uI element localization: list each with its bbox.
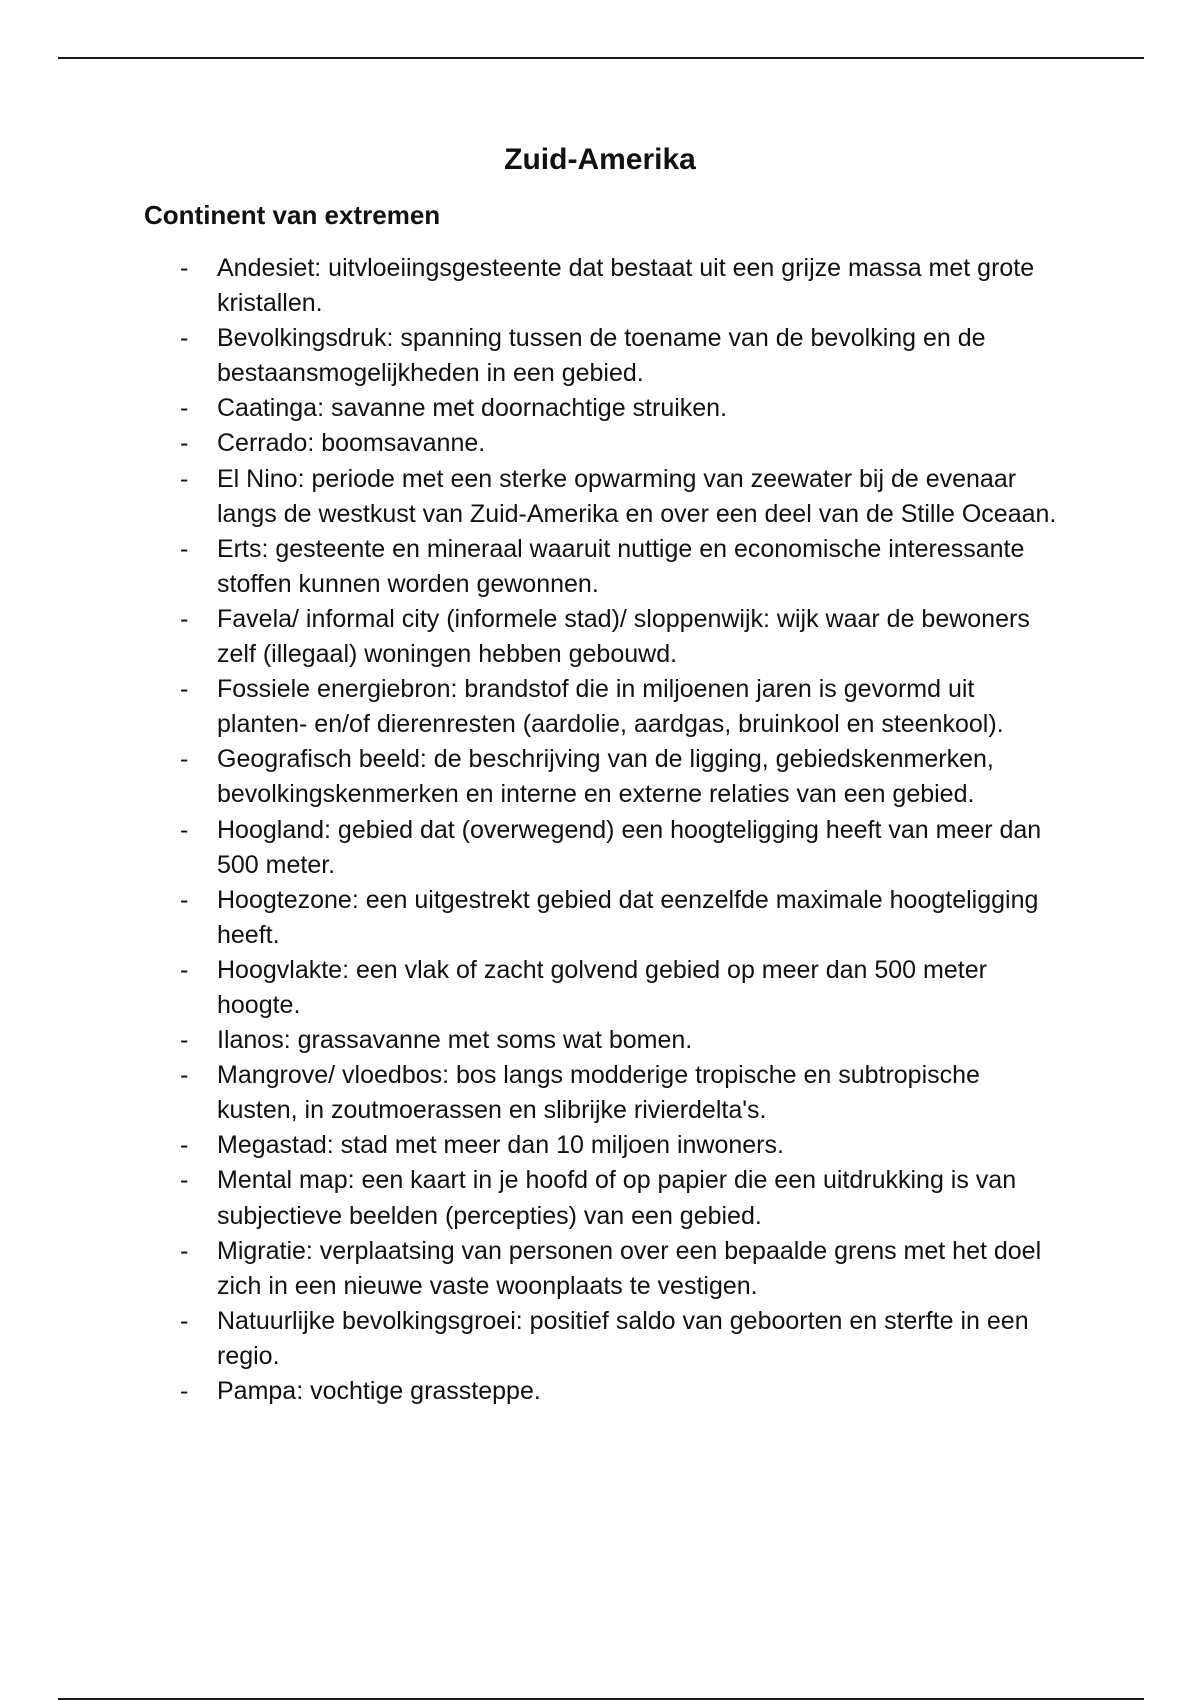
bullet-dash: - xyxy=(180,1236,189,1265)
glossary-entry-text: El Nino: periode met een sterke opwarming van zeewater bij de evenaar langs de westkust van Zuid-Amerika en over een deel van de Stille Oceaan. xyxy=(217,464,1057,528)
glossary-entry xyxy=(180,1128,1060,1163)
glossary-entry-text: Cerrado: boomsavanne. xyxy=(217,429,486,458)
bullet-dash: - xyxy=(180,394,189,423)
bullet-dash: - xyxy=(180,1306,189,1335)
glossary-entry-text: Ilanos: grassavanne met soms wat bomen. xyxy=(217,1026,693,1055)
glossary-entry-text: Hoogtezone: een uitgestrekt gebied dat eenzelfde maximale hoogteligging heeft. xyxy=(217,885,1039,949)
glossary-entry xyxy=(180,426,1060,461)
bullet-dash: - xyxy=(180,604,189,633)
glossary-entry xyxy=(180,883,1060,953)
bullet-dash: - xyxy=(180,815,189,844)
page-title: Zuid-Amerika xyxy=(504,143,696,176)
bullet-dash: - xyxy=(180,1061,189,1090)
glossary-entry-text: Migratie: verplaatsing van personen over een bepaalde grens met het doel zich in een nieuwe vaste woonplaats te vestigen. xyxy=(217,1236,1042,1300)
bullet-dash: - xyxy=(180,745,189,774)
glossary-entry xyxy=(180,602,1060,672)
glossary-entry-text: Megastad: stad met meer dan 10 miljoen inwoners. xyxy=(217,1131,784,1160)
glossary-entry xyxy=(180,1374,1060,1409)
glossary-entry xyxy=(180,672,1060,742)
glossary-entry xyxy=(180,742,1060,812)
glossary-entry xyxy=(180,953,1060,1023)
glossary-entry-text: Favela/ informal city (informele stad)/ sloppenwijk: wijk waar de bewoners zelf (illegaal) woningen hebben gebouwd. xyxy=(217,604,1030,669)
glossary-entry-text: Natuurlijke bevolkingsgroei: positief saldo van geboorten en sterfte in een regio. xyxy=(217,1306,1029,1370)
bullet-dash: - xyxy=(180,534,189,563)
glossary-entry xyxy=(180,1058,1060,1128)
bullet-dash: - xyxy=(180,1166,189,1195)
bullet-dash: - xyxy=(180,1377,189,1405)
glossary-entry xyxy=(180,462,1060,532)
glossary-entry-text: Mental map: een kaart in je hoofd of op papier die een uitdrukking is van subjectieve beelden (percepties) van een gebied. xyxy=(217,1166,1017,1230)
glossary-entry-text: Caatinga: savanne met doornachtige struiken. xyxy=(217,394,728,423)
bullet-dash: - xyxy=(180,1026,189,1055)
glossary-entry xyxy=(180,1163,1060,1233)
glossary-entry-text: Erts: gesteente en mineraal waaruit nuttige en economische interessante stoffen kunnen worden gewonnen. xyxy=(217,534,1025,598)
bullet-dash: - xyxy=(180,1131,189,1160)
bullet-dash: - xyxy=(180,464,189,493)
glossary-entry-text: Geografisch beeld: de beschrijving van de ligging, gebiedskenmerken, bevolkingskenmerken en interne en externe relaties van een gebied. xyxy=(217,745,994,809)
glossary-entry xyxy=(180,532,1060,602)
glossary-entry-text: Fossiele energiebron: brandstof die in miljoenen jaren is gevormd uit planten- en/of dierenresten (aardolie, aardgas, bruinkool en steenkool). xyxy=(217,675,1004,739)
bullet-dash: - xyxy=(180,885,189,914)
bullet-dash: - xyxy=(180,254,189,282)
glossary-entry-text: Hoogvlakte: een vlak of zacht golvend gebied op meer dan 500 meter hoogte. xyxy=(217,955,987,1019)
bullet-dash: - xyxy=(180,429,189,458)
glossary-entry-text: Mangrove/ vloedbos: bos langs modderige tropische en subtropische kusten, in zoutmoerassen en slibrijke rivierdelta's. xyxy=(217,1061,980,1125)
glossary-entry xyxy=(180,1023,1060,1058)
glossary-entry-text: Hoogland: gebied dat (overwegend) een hoogteligging heeft van meer dan 500 meter. xyxy=(217,815,1042,879)
section-heading: Continent van extremen xyxy=(144,200,441,230)
glossary-entry-text: Andesiet: uitvloeiingsgesteente dat bestaat uit een grijze massa met grote kristallen. xyxy=(217,254,1035,318)
glossary-entry-text: Pampa: vochtige grassteppe. xyxy=(217,1377,541,1405)
bullet-dash: - xyxy=(180,324,189,353)
bullet-dash: - xyxy=(180,675,189,704)
glossary-entry xyxy=(180,391,1060,426)
glossary-entry xyxy=(180,1304,1060,1374)
glossary-entry xyxy=(180,1234,1060,1304)
bullet-dash: - xyxy=(180,955,189,984)
glossary-entry xyxy=(180,813,1060,883)
glossary-entry-text: Bevolkingsdruk: spanning tussen de toename van de bevolking en de bestaansmogelijkheden in een gebied. xyxy=(217,324,986,388)
glossary-entry xyxy=(180,321,1060,391)
glossary-entry xyxy=(180,251,1060,321)
glossary-list xyxy=(180,251,1060,1409)
header-rule xyxy=(58,57,1144,59)
